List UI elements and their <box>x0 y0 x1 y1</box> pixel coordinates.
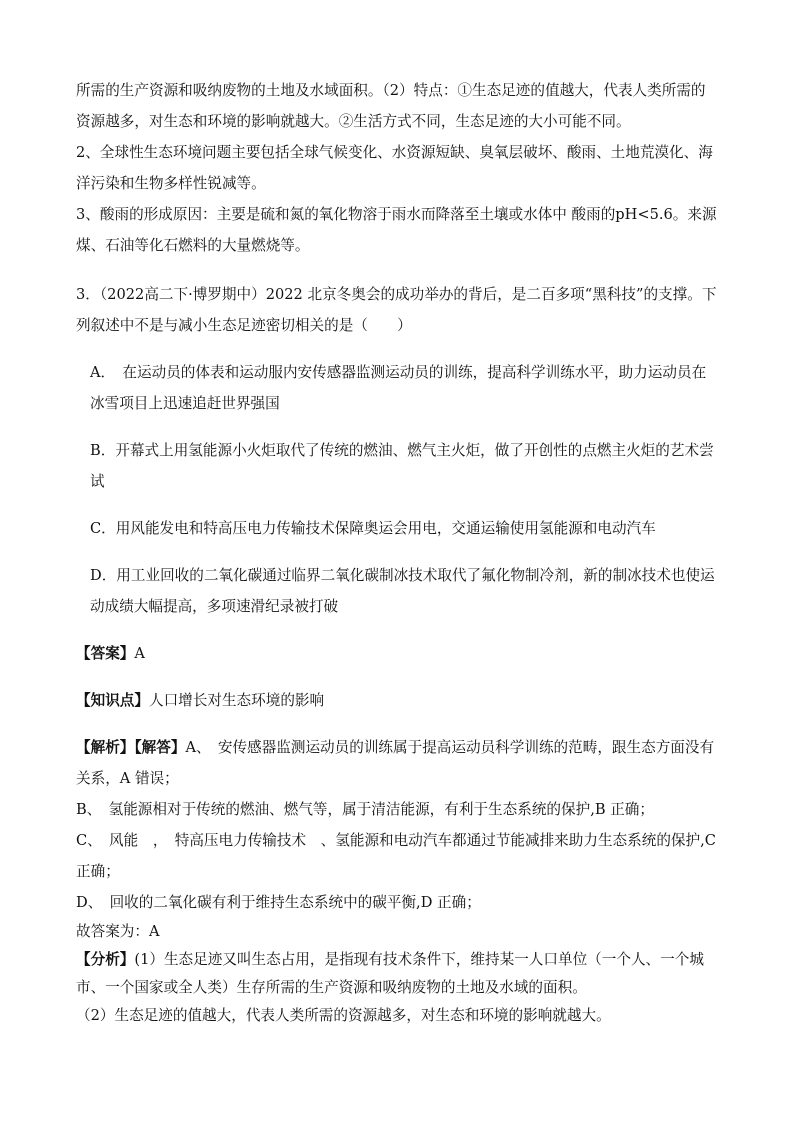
analysis-line-a <box>76 732 718 794</box>
analysis-line-d: D、 回收的二氧化碳有利于维持生态系统中的碳平衡,D 正确； <box>76 894 481 911</box>
answer-value: A <box>134 645 145 662</box>
knowledge-value: 人口增长对生态环境的影响 <box>148 692 325 709</box>
question-stem: 3．（2022高二下·博罗期中）2022 北京冬奥会的成功举办的背后，是二百多项“黑科技”的支撑。下列叙述中不是与减小生态足迹密切相关的是（ ） <box>76 286 717 334</box>
fenxi-line-1 <box>76 946 718 1002</box>
option-d: D．用工业回收的二氧化碳通过临界二氧化碳制冰技术取代了氟化物制冷剂，新的制冰技术也使运动成绩大幅提高，多项速滑纪录被打破 <box>90 567 715 615</box>
fenxi-line-2: （2）生态足迹的值越大，代表人类所需的资源越多，对生态和环境的影响就越大。 <box>76 1007 611 1024</box>
analysis-label: 【解析】【解答】 <box>76 739 186 756</box>
intro-paragraph-2: 2、全球性生态环境问题主要包括全球气候变化、水资源短缺、臭氧层破坏、酸雨、土地荒漠化、海洋污染和生物多样性锐减等。 <box>76 144 713 192</box>
answer-label: 【答案】 <box>76 645 135 662</box>
answer-line <box>76 638 718 669</box>
fenxi-p1: (1）生态足迹又叫生态占用，是指现有技术条件下，维持某一人口单位（一个人、一个城市、一个国家或全人类）生存所需的生产资源和吸纳废物的土地及水域的面积。 <box>76 951 704 996</box>
intro-paragraph-3: 3、酸雨的形成原因：主要是硫和氮的氧化物溶于雨水而降落至土壤或水体中 酸雨的pH<5.6。来源煤、石油等化石燃料的大量燃烧等。 <box>76 206 717 254</box>
knowledge-label: 【知识点】 <box>76 692 149 709</box>
knowledge-line <box>76 685 718 716</box>
option-b: B．开幕式上用氢能源小火炬取代了传统的燃油、燃气主火炬，做了开创性的点燃主火炬的艺术尝试 <box>90 442 714 490</box>
option-a: A． 在运动员的体表和运动服内安传感器监测运动员的训练，提高科学训练水平，助力运动员在冰雪项目上迅速追赶世界强国 <box>90 364 707 412</box>
analysis-conclusion: 故答案为：A <box>76 923 160 940</box>
analysis-line-c: C、 风能 ， 特高压电力传输技术 、氢能源和电动汽车都通过节能减排来助力生态系统的保护,C 正确； <box>76 832 716 880</box>
analysis-line-b: B、 氢能源相对于传统的燃油、燃气等，属于清洁能源，有利于生态系统的保护,B 正确； <box>76 801 654 818</box>
intro-paragraph-1: 所需的生产资源和吸纳废物的土地及水域面积。（2）特点：①生态足迹的值越大，代表人类所需的资源越多，对生态和环境的影响就越大。②生活方式不同，生态足迹的大小可能不同。 <box>76 82 706 130</box>
analysis-a: A、 安传感器监测运动员的训练属于提高运动员科学训练的范畴，跟生态方面没有关系，A 错误； <box>76 739 715 787</box>
fenxi-label: 【分析】 <box>76 951 135 968</box>
option-c: C．用风能发电和特高压电力传输技术保障奥运会用电，交通运输使用氢能源和电动汽车 <box>90 520 656 537</box>
